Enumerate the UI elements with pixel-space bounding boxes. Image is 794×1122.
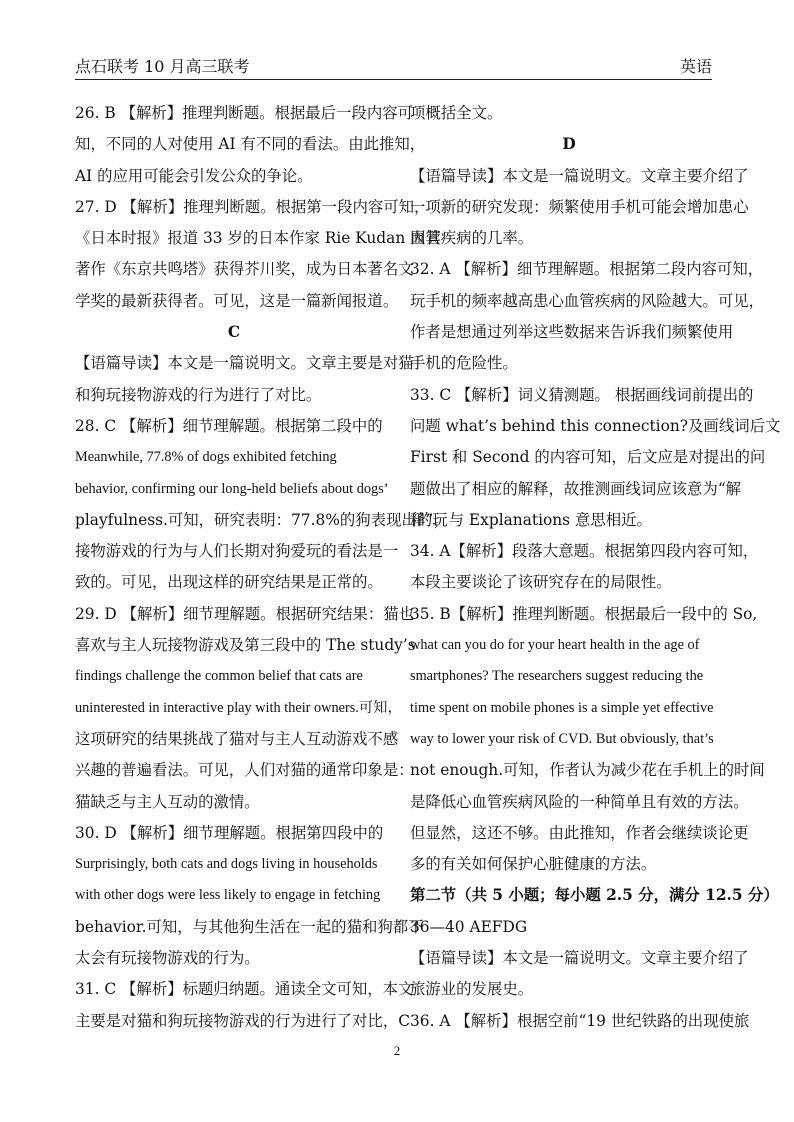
text-line: 33. C 【解析】词义猜测题。 根据画线词前提出的 [410, 385, 754, 404]
page-number: 2 [393, 1043, 401, 1058]
text-line: 手机的危险性。 [410, 354, 518, 373]
text-line: 多的有关如何保护心脏健康的方法。 [410, 855, 657, 874]
text-line: 这项研究的结果挑战了猫对与主人互动游戏不感 [75, 729, 399, 748]
text-line: way to lower your risk of CVD. But obviously, that’s [410, 730, 714, 747]
text-line: 致的。可见，出现这样的研究结果是正常的。 [75, 573, 383, 592]
text-line: 知，不同的人对使用 AI 有不同的看法。由此推知， [75, 135, 426, 154]
text-line: time spent on mobile phones is a simple yet effective [410, 699, 714, 716]
text-line: 28. C 【解析】细节理解题。根据第二段中的 [75, 416, 383, 435]
header-exam-title: 点石联考 10 月高三联考 [75, 57, 250, 76]
text-line: behavior, confirming our long-held beliefs about dogs’ [75, 480, 389, 497]
text-line: 第二节（共 5 小题；每小题 2.5 分，满分 12.5 分） [410, 886, 779, 905]
text-line: 项概括全文。 [410, 104, 503, 122]
text-line: 27. D 【解析】推理判断题。根据第一段内容可知， [75, 197, 430, 216]
text-line: 释”，与 Explanations 意思相近。 [410, 510, 652, 529]
text-line: 作者是想通过列举这些数据来告诉我们频繁使用 [410, 323, 734, 342]
section-heading: D [562, 135, 576, 154]
text-line: 【语篇导读】本文是一篇说明文。文章主要是对猫 [75, 354, 414, 373]
text-line: First 和 Second 的内容可知，后文应是对提出的问 [410, 448, 766, 467]
text-line: 30. D 【解析】细节理解题。根据第四段中的 [75, 823, 384, 842]
text-line: 29. D 【解析】细节理解题。根据研究结果：猫也 [75, 604, 415, 623]
text-line: playfulness.可知，研究表明：77.8%的狗表现出的玩 [75, 510, 448, 529]
text-line: 26. B 【解析】推理判断题。根据最后一段内容可 [75, 104, 413, 122]
text-line: 36. A 【解析】根据空前“19 世纪铁路的出现使旅 [410, 1011, 750, 1030]
text-line: what can you do for your heart health in the age of [410, 637, 700, 654]
text-line: Meanwhile, 77.8% of dogs exhibited fetching [75, 449, 337, 466]
text-line: with other dogs were less likely to engage in fetching [75, 887, 381, 904]
text-line: 题做出了相应的解释，故推测画线词应该意为“解 [410, 479, 742, 498]
text-line: 是降低心血管疾病风险的一种简单且有效的方法。 [410, 792, 749, 811]
text-line: 兴趣的普遍看法。可见，人们对猫的通常印象是： [75, 761, 414, 780]
text-line: 【语篇导读】本文是一篇说明文。文章主要介绍了 [410, 949, 749, 968]
text-line: 接物游戏的行为与人们长期对狗爱玩的看法是一 [75, 542, 399, 561]
text-line: 学奖的最新获得者。可见，这是一篇新闻报道。 [75, 291, 399, 310]
text-line: 问题 what’s behind this connection?及画线词后文 [410, 416, 781, 435]
text-line: 35. B【解析】推理判断题。根据最后一段中的 So, [410, 604, 758, 623]
text-line: 36—40 AEFDG [410, 917, 528, 936]
text-line: 34. A【解析】段落大意题。根据第四段内容可知， [410, 542, 759, 561]
text-line: 旅游业的发展史。 [410, 980, 534, 999]
text-line: Surprisingly, both cats and dogs living in households [75, 856, 378, 873]
text-line: 32. A 【解析】细节理解题。根据第二段内容可知， [410, 260, 764, 279]
text-line: 【语篇导读】本文是一篇说明文。文章主要介绍了 [410, 166, 749, 185]
text-line: 主要是对猫和狗玩接物游戏的行为进行了对比，C [75, 1011, 410, 1030]
text-line: 《日本时报》报道 33 岁的日本作家 Rie Kudan 因其 [75, 229, 441, 248]
text-line: 著作《东京共鸣塔》获得芥川奖，成为日本著名文 [75, 260, 414, 279]
text-line: 但显然，这还不够。由此推知，作者会继续谈论更 [410, 823, 749, 842]
text-line: behavior.可知，与其他狗生活在一起的猫和狗都不 [75, 917, 424, 936]
section-heading: C [227, 323, 241, 342]
left-column [75, 98, 448, 1037]
text-line: AI 的应用可能会引发公众的争论。 [75, 166, 313, 185]
text-line: uninterested in interactive play with their owners.可知， [75, 699, 402, 716]
text-line: 喜欢与主人玩接物游戏及第三段中的 The study’s [75, 636, 416, 655]
text-line: 血管疾病的几率。 [410, 229, 534, 248]
text-line: 猫缺乏与主人互动的激情。 [75, 792, 260, 811]
text-line: 玩手机的频率越高患心血管疾病的风险越大。可见， [410, 291, 764, 310]
text-line: findings challenge the common belief that cats are [75, 668, 363, 685]
text-line: 31. C 【解析】标题归纳题。通读全文可知，本文 [75, 980, 414, 999]
text-line: 本段主要谈论了该研究存在的局限性。 [410, 573, 672, 592]
page-header [75, 55, 712, 80]
text-line: 和狗玩接物游戏的行为进行了对比。 [75, 385, 322, 404]
text-line: smartphones? The researchers suggest reducing the [410, 668, 704, 685]
right-column [410, 98, 781, 1037]
header-subject: 英语 [679, 57, 712, 76]
text-line: not enough.可知，作者认为减少花在手机上的时间 [410, 761, 765, 780]
text-line: 一项新的研究发现：频繁使用手机可能会增加患心 [410, 197, 749, 216]
text-line: 太会有玩接物游戏的行为。 [75, 949, 260, 968]
